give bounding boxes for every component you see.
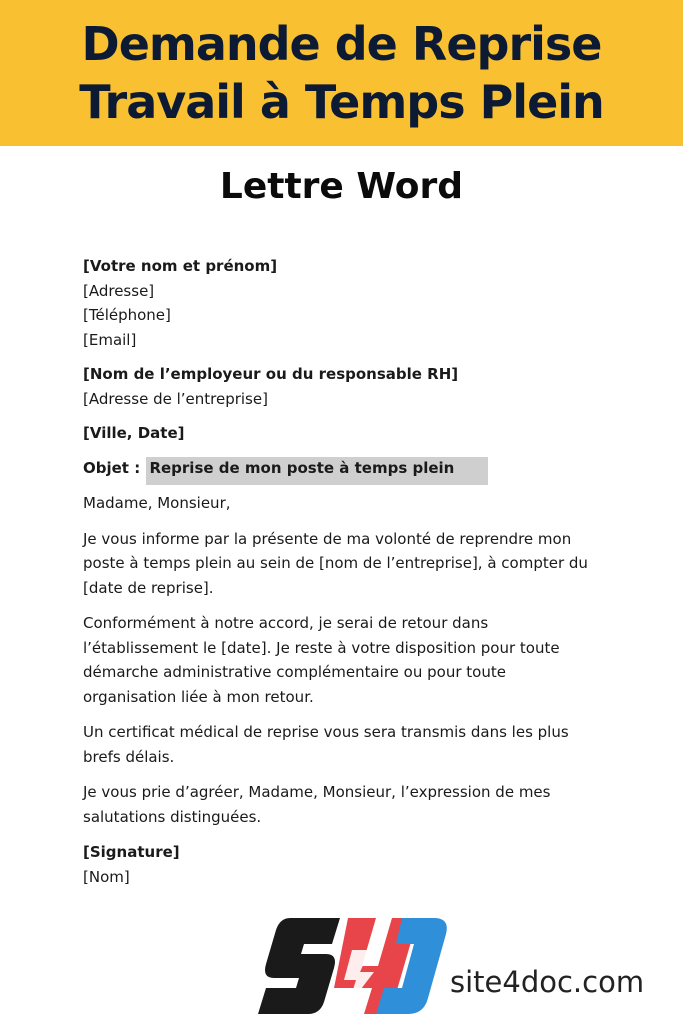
sender-phone: [Téléphone] (83, 306, 171, 324)
paragraph-2: Conformément à notre accord, je serai de retour dans l’établissement le [date]. Je reste à votre disposition pour toute démarche administrative complémentaire ou pour toute organisation liée à mon retour. (83, 614, 560, 706)
site4doc-logo-icon (252, 910, 452, 1024)
letter-body (83, 254, 603, 889)
recipient-name: [Nom de l’employeur ou du responsable RH] (83, 365, 459, 383)
paragraph-1: Je vous informe par la présente de ma volonté de reprendre mon poste à temps plein au sein de [nom de l’entreprise], à compter du [date de reprise]. (83, 529, 588, 597)
signature: [Signature] (83, 843, 180, 861)
sender-name: [Votre nom et prénom] (83, 257, 278, 275)
objet-text: Reprise de mon poste à temps plein (146, 457, 488, 485)
objet-label: Objet : (83, 458, 141, 477)
subtitle: Lettre Word (219, 166, 464, 207)
sender-email: [Email] (83, 330, 137, 349)
name-placeholder: [Nom] (83, 867, 130, 886)
site-domain: site4doc.com (450, 965, 645, 999)
paragraph-3: Un certificat médical de reprise vous sera transmis dans les plus brefs délais. (83, 723, 569, 766)
salutation: Madame, Monsieur, (83, 494, 231, 512)
banner-title-line-1: Demande de Reprise (81, 17, 602, 71)
site-footer (252, 910, 672, 1024)
sender-address: [Adresse] (83, 281, 155, 300)
objet-line (83, 456, 603, 481)
title-banner (0, 0, 683, 146)
banner-title-line-2: Travail à Temps Plein (79, 75, 604, 129)
place-date: [Ville, Date] (83, 424, 185, 442)
paragraph-4: Je vous prie d’agréer, Madame, Monsieur, l’expression de mes salutations distinguées. (83, 783, 551, 826)
recipient-address: [Adresse de l’entreprise] (83, 389, 268, 408)
